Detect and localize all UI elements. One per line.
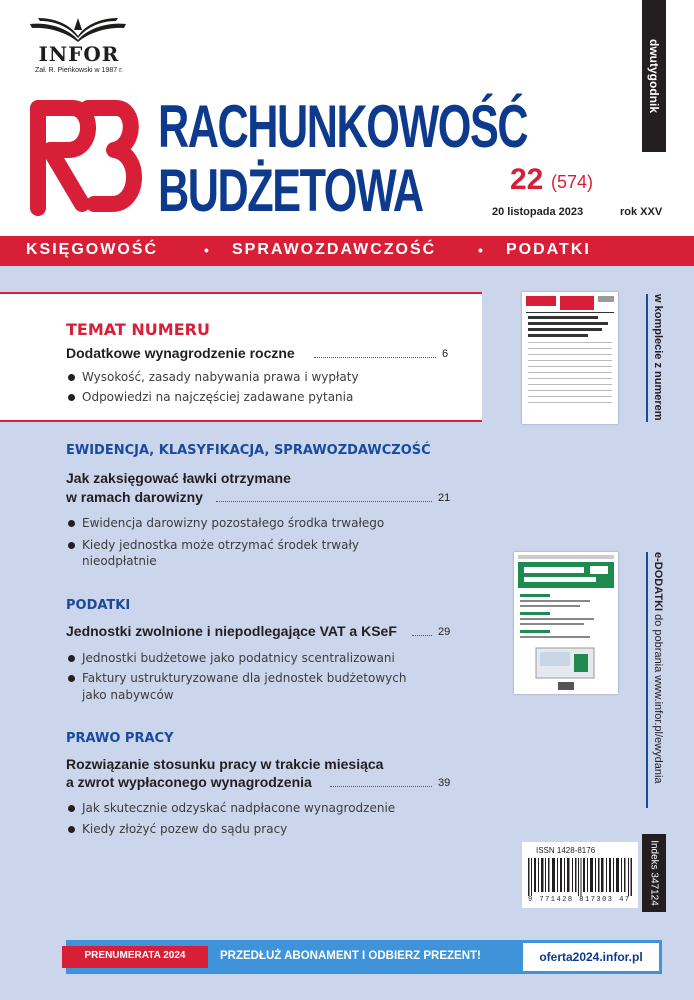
sidebar-rule <box>646 552 648 808</box>
frequency-label: dwutygodnik <box>647 39 661 113</box>
book-wings-icon <box>28 16 128 42</box>
article-page-number: 29 <box>438 626 451 638</box>
supplement-cover-thumbnail <box>522 292 618 424</box>
article-bullet: Kiedy złożyć pozew do sądu pracy <box>82 822 288 836</box>
with-issue-label: w komplecie z numerem <box>652 294 664 421</box>
article-title-cont: w ramach darowizny <box>66 489 203 505</box>
article-title: Jednostki zwolnione i niepodlegające VAT a KSeF <box>66 623 397 639</box>
barcode-number: 9 771428 817303 47 <box>528 896 631 904</box>
issue-date: 20 listopada 2023 <box>492 206 584 218</box>
index-tab <box>642 834 666 912</box>
barcode-image <box>528 858 632 896</box>
index-number: Indeks 347124 <box>648 840 660 906</box>
band-item-taxes: PODATKI <box>506 241 591 258</box>
band-separator: • <box>204 242 211 258</box>
article-bullet: Faktury ustrukturyzowane dla jednostek budżetowych <box>82 671 407 685</box>
band-separator: • <box>478 242 485 258</box>
supplement-cover-image <box>522 292 618 424</box>
promo-url-link[interactable]: oferta2024.infor.pl <box>539 950 643 964</box>
article-title: Rozwiązanie stosunku pracy w trakcie miesiąca <box>66 756 384 772</box>
title-line-2: BUDŻETOWA <box>158 157 423 224</box>
edodatki-title: e-DODATKI <box>652 552 664 612</box>
frequency-tab <box>642 0 666 152</box>
barcode-box <box>522 842 638 908</box>
article-page-number: 21 <box>438 492 451 504</box>
promo-message: PRZEDŁUŻ ABONAMENT I ODBIERZ PREZENT! <box>220 950 481 962</box>
article-bullet-cont: jako nabywców <box>82 688 174 702</box>
issue-number: 22 <box>510 163 544 196</box>
band-item-reporting: SPRAWOZDAWCZOŚĆ <box>232 241 437 258</box>
rb-logo-icon <box>28 96 148 216</box>
promo-url-box[interactable] <box>523 943 659 971</box>
supplement-cover-thumbnail-2 <box>514 552 618 694</box>
section-heading-podatki: PODATKI <box>66 598 131 613</box>
sidebar-rule <box>646 294 648 422</box>
issue-year: rok XXV <box>620 206 663 218</box>
article-bullet: Ewidencja darowizny pozostałego środka trwałego <box>82 516 385 530</box>
feature-bullet: Wysokość, zasady nabywania prawa i wypłaty <box>82 370 359 384</box>
promo-banner[interactable] <box>66 940 662 974</box>
founder-note: Zał. R. Pieńkowski w 1987 r. <box>35 67 123 74</box>
title-line-1: RACHUNKOWOŚĆ <box>158 93 528 160</box>
article-title: Jak zaksięgować ławki otrzymane <box>66 470 291 486</box>
infor-wordmark: INFOR <box>38 42 120 66</box>
dot-leader <box>216 501 432 502</box>
edodatki-label <box>652 552 664 784</box>
feature-article-title: Dodatkowe wynagrodzenie roczne <box>66 345 295 361</box>
article-bullet-cont: nieodpłatnie <box>82 554 157 568</box>
article-bullet: Jak skutecznie odzyskać nadpłacone wynagrodzenie <box>82 801 396 815</box>
promo-ribbon-label: PRENUMERATA 2024 <box>84 950 186 961</box>
supplement-cover-image-2 <box>514 552 618 694</box>
edodatki-url-text: do pobrania www.infor.pl/ewydania <box>652 614 664 784</box>
feature-page-number: 6 <box>442 348 449 360</box>
feature-bullet: Odpowiedzi na najczęściej zadawane pytania <box>82 390 354 404</box>
band-item-accounting: KSIĘGOWOŚĆ <box>26 241 159 258</box>
article-page-number: 39 <box>438 777 451 789</box>
section-heading-ewidencja: EWIDENCJA, KLASYFIKACJA, SPRAWOZDAWCZOŚĆ <box>66 443 431 458</box>
promo-ribbon <box>62 946 208 968</box>
dot-leader <box>412 635 432 636</box>
category-band <box>0 236 694 266</box>
dot-leader <box>314 357 436 358</box>
dot-leader <box>330 786 432 787</box>
feature-heading: TEMAT NUMERU <box>66 320 210 339</box>
article-bullet: Jednostki budżetowe jako podatnicy scentralizowani <box>82 651 395 665</box>
article-bullet: Kiedy jednostka może otrzymać środek trwały <box>82 538 359 552</box>
article-title-cont: a zwrot wypłaconego wynagrodzenia <box>66 774 312 790</box>
issue-total: (574) <box>551 172 594 192</box>
issn-number: ISSN 1428-8176 <box>536 846 596 855</box>
section-heading-prawo-pracy: PRAWO PRACY <box>66 731 174 746</box>
infor-logo <box>26 16 132 78</box>
